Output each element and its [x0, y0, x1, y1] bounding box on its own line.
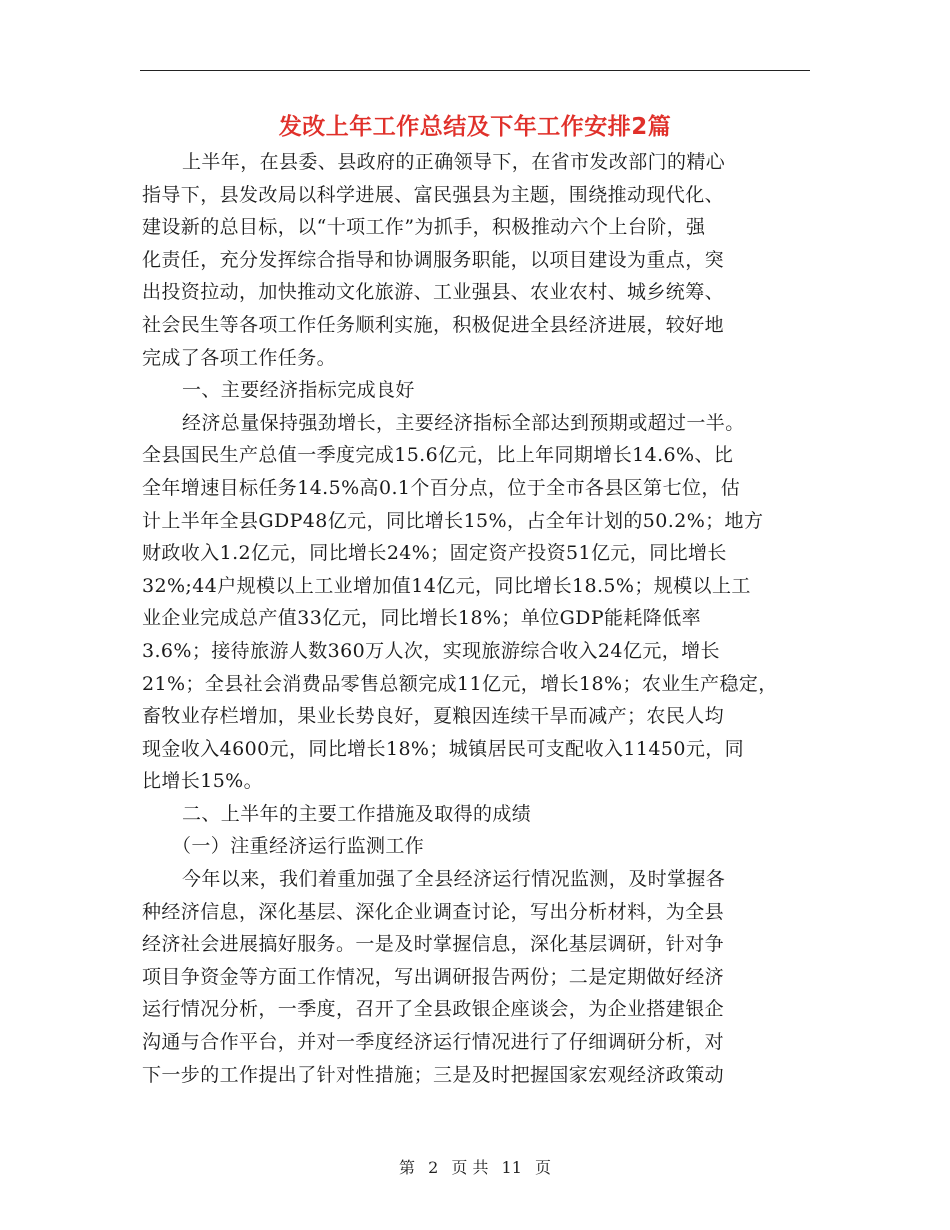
text-line: 出投资拉动，加快推动文化旅游、工业强县、农业农村、城乡统筹、: [142, 281, 725, 304]
text-line: 32%;44户规模以上工业增加值14亿元，同比增长18.5%；规模以上工: [142, 574, 751, 597]
text-line: 经济社会进展搞好服务。一是及时掌握信息，深化基层调研，针对争: [142, 933, 725, 956]
text-line: 上半年，在县委、县政府的正确领导下，在省市发改部门的精心: [182, 151, 726, 173]
header-rule: [140, 70, 810, 71]
text-line: 比增长15%。: [142, 770, 264, 793]
text-line: 21%；全县社会消费品零售总额完成11亿元，增长18%；农业生产稳定，: [142, 672, 778, 695]
footer-total-pages: 11: [501, 1158, 522, 1177]
page-footer: [0, 1155, 950, 1178]
text-line: 二、上半年的主要工作措施及取得的成绩: [182, 802, 532, 825]
text-line: 全年增速目标任务14.5%高0.1个百分点，位于全市各县区第七位，估: [142, 476, 741, 499]
text-line: 一、主要经济指标完成良好: [182, 379, 415, 402]
footer-label-end: 页: [535, 1158, 552, 1177]
text-line: 经济总量保持强劲增长，主要经济指标全部达到预期或超过一半。: [182, 411, 745, 434]
text-line: 财政收入1.2亿元，同比增长24%；固定资产投资51亿元，同比增长: [142, 542, 727, 565]
text-line: 3.6%；接待旅游人数360万人次，实现旅游综合收入24亿元，增长: [142, 639, 720, 662]
document-title: 发改上年工作总结及下年工作安排2篇: [278, 114, 672, 140]
text-line: 种经济信息，深化基层、深化企业调查讨论，写出分析材料，为全县: [142, 900, 725, 923]
text-line: 化责任，充分发挥综合指导和协调服务职能，以项目建设为重点，突: [142, 248, 725, 271]
text-line: 沟通与合作平台，并对一季度经济运行情况进行了仔细调研分析，对: [142, 1031, 725, 1054]
text-line: 建设新的总目标，以“十项工作”为抓手，积极推动六个上台阶，强: [142, 216, 706, 239]
text-line: 完成了各项工作任务。: [142, 346, 337, 369]
document-body: [142, 146, 822, 1091]
text-line: 全县国民生产总值一季度完成15.6亿元，比上年同期增长14.6%、比: [142, 444, 734, 467]
text-line: 运行情况分析，一季度，召开了全县政银企座谈会，为企业搭建银企: [142, 998, 725, 1021]
text-line: （一）注重经济运行监测工作: [172, 835, 425, 858]
text-line: 畜牧业存栏增加，果业长势良好，夏粮因连续干旱而减产；农民人均: [142, 705, 725, 728]
footer-label-of: 页 共: [451, 1158, 489, 1177]
text-line: 现金收入4600元，同比增长18%；城镇居民可支配收入11450元，同: [142, 737, 745, 760]
footer-current-page: 2: [428, 1158, 439, 1177]
text-line: 计上半年全县GDP48亿元，同比增长15%，占全年计划的50.2%；地方: [142, 509, 764, 532]
text-line: 社会民生等各项工作任务顺利实施，积极促进全县经济进展，较好地: [142, 313, 725, 336]
footer-label-page: 第: [398, 1158, 415, 1177]
text-line: 下一步的工作提出了针对性措施；三是及时把握国家宏观经济政策动: [142, 1063, 725, 1086]
text-line: 业企业完成总产值33亿元，同比增长18%；单位GDP能耗降低率: [142, 607, 702, 630]
text-line: 项目争资金等方面工作情况，写出调研报告两份；二是定期做好经济: [142, 965, 725, 988]
text-line: 今年以来，我们着重加强了全县经济运行情况监测，及时掌握各: [182, 868, 726, 891]
text-line: 指导下，县发改局以科学进展、富民强县为主题，围绕推动现代化、: [142, 183, 725, 206]
